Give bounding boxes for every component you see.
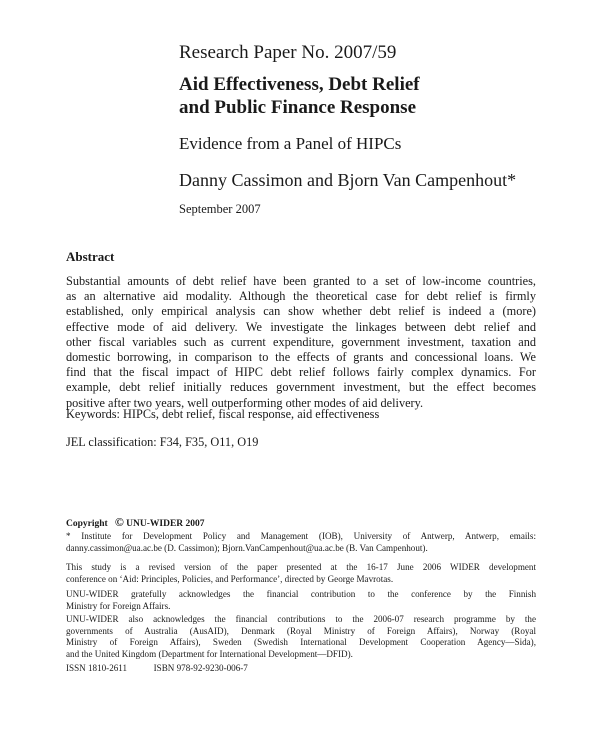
copyright-holder: UNU-WIDER 2007 (126, 519, 205, 529)
abstract-line: as an alternative aid modality. Although the theoretical case for debt relief is firmly (66, 289, 536, 304)
abstract-line: positive after two years, well outperforming other modes of aid delivery. (66, 395, 424, 410)
paper-date: September 2007 (179, 202, 261, 216)
abstract-line: find that the fiscal impact of HIPC debt relief follows fairly complex dynamics. For (66, 365, 536, 380)
paper-title-line-2: and Public Finance Response (179, 97, 417, 118)
abstract-line: domestic borrowing, in comparison to the effects of grants and concessional loans. We (66, 350, 536, 365)
issn: ISSN 1810-2611 (66, 663, 128, 673)
copyright-label: Copyright (66, 519, 108, 529)
acknowledgement-line: Ministry for Foreign Affairs. (66, 600, 171, 611)
abstract-line: example, debt relief initially reduces government investment, but the effect becomes (66, 380, 536, 395)
abstract-heading: Abstract (66, 249, 115, 264)
abstract-body (66, 274, 536, 411)
paper-subtitle: Evidence from a Panel of HIPCs (179, 134, 402, 153)
paper-authors: Danny Cassimon and Bjorn Van Campenhout* (179, 170, 517, 190)
funding-line: governments of Australia (AusAID), Denmark (Royal Ministry of Foreign Affairs), Norway (Royal (66, 625, 536, 636)
abstract-line: established, only empirical analysis can show whether debt relief is indeed a (more) (66, 304, 536, 319)
copyright-symbol: © (114, 515, 124, 529)
affiliation-line: * Institute for Development Policy and Management (IOB), University of Antwerp, Antwerp, emails: (66, 531, 536, 541)
funding-note (66, 614, 536, 660)
acknowledgement-note (66, 589, 536, 612)
revision-line: This study is a revised version of the paper presented at the 16-17 June 2006 WIDER development (66, 562, 536, 572)
abstract-line: effective mode of aid delivery. We investigate the linkages between debt relief and (66, 319, 536, 334)
funding-line: and the United Kingdom (Department for International Development—DFID). (66, 648, 353, 659)
copyright-line (66, 515, 205, 530)
identifiers (66, 663, 536, 675)
funding-line: Ministry of Foreign Affairs), Sweden (Swedish International Development Cooperation Agency—Sida), (66, 637, 536, 648)
paper-title-line-1: Aid Effectiveness, Debt Relief (179, 74, 420, 95)
isbn: ISBN 978-92-9230-006-7 (153, 663, 248, 673)
funding-line: UNU-WIDER also acknowledges the financial contributions to the 2006-07 research programme by the (66, 614, 536, 624)
jel-classification: JEL classification: F34, F35, O11, O19 (66, 435, 259, 449)
revision-note (66, 562, 536, 585)
abstract-line: Substantial amounts of debt relief have been granted to a set of low-income countries, (66, 274, 536, 288)
keywords: Keywords: HIPCs, debt relief, fiscal response, aid effectiveness (66, 407, 380, 421)
affiliation-note (66, 531, 536, 554)
paper-series: Research Paper No. 2007/59 (179, 42, 397, 63)
abstract-line: other fiscal variables such as current expenditure, government investment, taxation and (66, 334, 536, 349)
affiliation-line: danny.cassimon@ua.ac.be (D. Cassimon); Bjorn.VanCampenhout@ua.ac.be (B. Van Campenhout). (66, 542, 428, 553)
acknowledgement-line: UNU-WIDER gratefully acknowledges the financial contribution to the conference by the Finnish (66, 589, 536, 599)
revision-line: conference on ‘Aid: Principles, Policies, and Performance’, directed by George Mavrotas. (66, 573, 394, 584)
